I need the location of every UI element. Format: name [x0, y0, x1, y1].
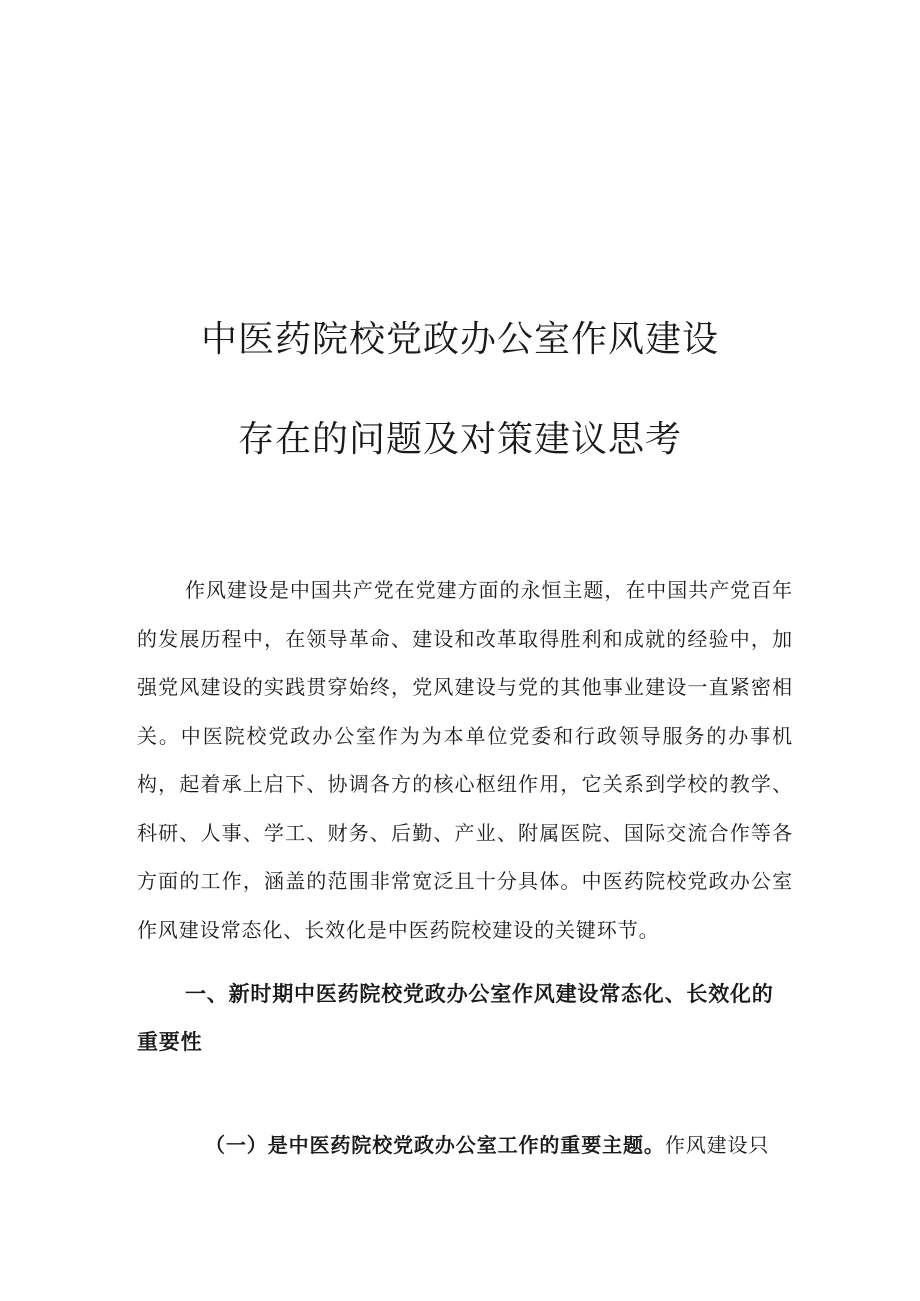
- subsection-lead: （一）是中医药院校党政办公室工作的重要主题。: [205, 1133, 665, 1157]
- document-title-line-2: 存在的问题及对策建议思考: [237, 419, 682, 460]
- subsection-paragraph-1: [137, 1121, 793, 1169]
- document-title-line-1: 中医药院校党政办公室作风建设: [200, 319, 719, 360]
- intro-paragraph: 作风建设是中国共产党在党建方面的永恒主题，在中国共产党百年的发展历程中，在领导革命、建设和改革取得胜利和成就的经验中，加强党风建设的实践贯穿始终，党风建设与党的其他事业建设一直紧密相关。中医院校党政办公室作为为本单位党委和行政领导服务的办事机构，起着承上启下、协调各方的核心枢纽作用，它关系到学校的教学、科研、人事、学工、财务、后勤、产业、附属医院、国际交流合作等各方面的工作，涵盖的范围非常宽泛且十分具体。中医药院校党政办公室作风建设常态化、长效化是中医药院校建设的关键环节。: [137, 578, 793, 942]
- subsection-text: 作风建设只: [664, 1133, 770, 1157]
- section-heading-1: 一、新时期中医药院校党政办公室作风建设常态化、长效化的重要性: [137, 982, 774, 1054]
